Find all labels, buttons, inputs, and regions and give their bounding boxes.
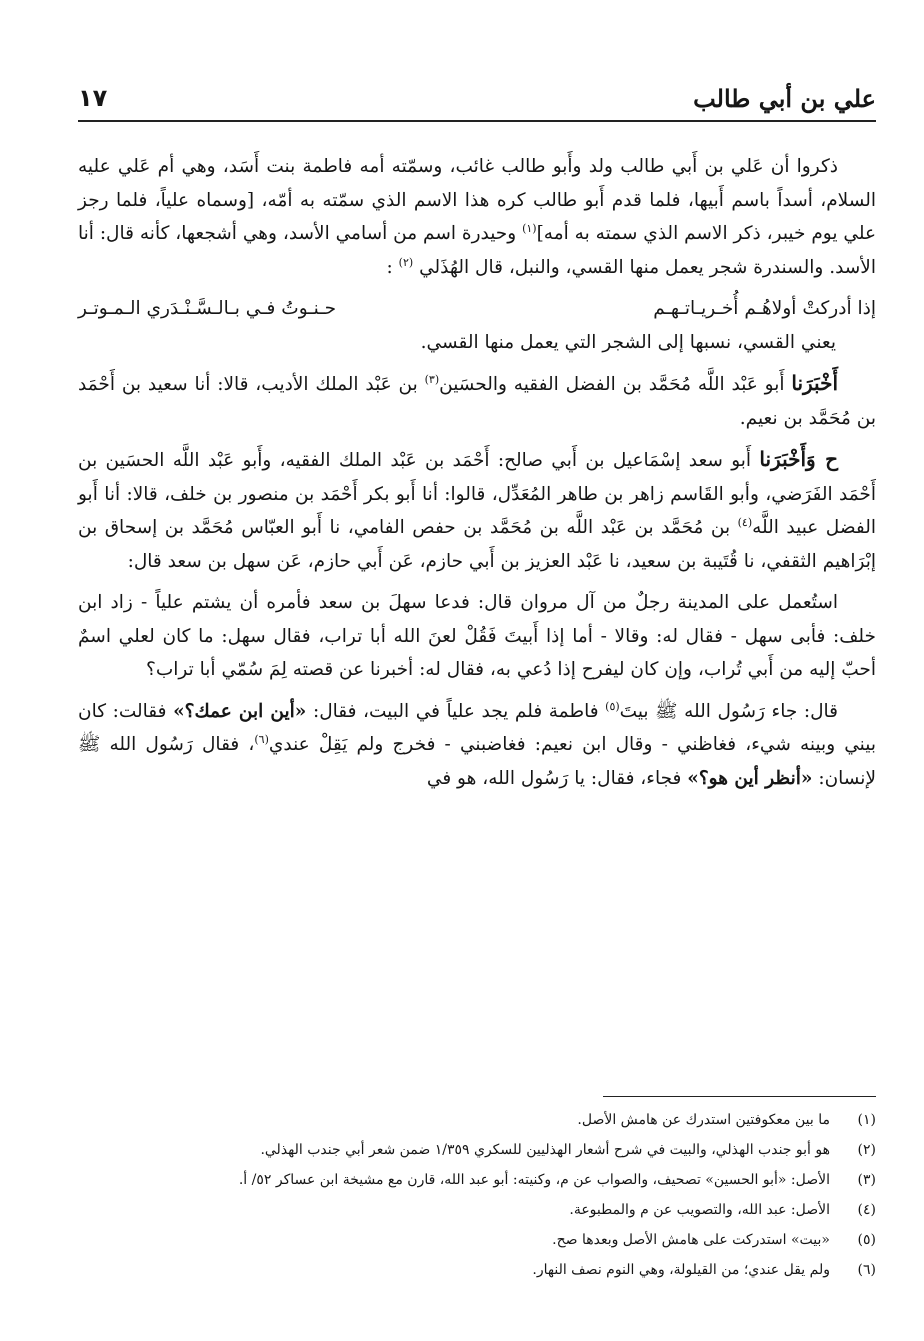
footnote-number: (٥) (857, 1232, 876, 1248)
poem-verse (78, 292, 876, 326)
footnote-ref[interactable]: (٦) (254, 732, 269, 746)
footnote-item (78, 1135, 876, 1165)
footnote-ref[interactable]: (٢) (398, 255, 414, 269)
footnote-item (78, 1255, 876, 1285)
verse-first-hemistich: إذا أدركتْ أولاهُـم أُخـريـاتـهـم (653, 298, 876, 319)
footnote-text: ما بين معكوفتين استدرك عن هامش الأصل. (577, 1112, 830, 1128)
quote-bold: «أنظر أين هو؟» (687, 767, 813, 789)
footnote-ref[interactable]: (١) (522, 221, 537, 235)
running-title: علي بن أبي طالب (693, 84, 876, 113)
footnote-text: «بيت» استدركت على هامش الأصل وبعدها صح. (552, 1232, 830, 1248)
footnote-text: هو أبو جندب الهذلي، والبيت في شرح أشعار الهذليين للسكري ١/٣٥٩ ضمن شعر أبي جندب الهذلي. (260, 1142, 830, 1158)
footnote-separator (603, 1096, 876, 1097)
footnote-ref[interactable]: (٥) (605, 699, 620, 713)
verse-explanation: يعني القسي، نسبها إلى الشجر التي يعمل منها القسي. (420, 331, 836, 353)
footnote-item (78, 1165, 876, 1195)
footnote-number: (١) (857, 1112, 876, 1128)
page-header (78, 84, 876, 120)
footnote-item (78, 1195, 876, 1225)
footnote-number: (٤) (857, 1202, 876, 1218)
footnotes (78, 1105, 876, 1285)
footnote-number: (٦) (857, 1262, 876, 1278)
page-number: ١٧ (78, 84, 108, 112)
footnote-text: الأصل: «أبو الحسين» تصحيف، والصواب عن م، وكنيته: أبو عبد الله، قارن مع مشيخة ابن عساكر ٥٢/ أ. (238, 1172, 830, 1188)
quote-bold: «أين ابن عمك؟» (173, 700, 307, 722)
isnad-lead: أَخْبَرَنا (791, 371, 838, 395)
paragraph-3: ح وَأَخْبَرَنا أَبو سعد إسْمَاعيل بن أَبي صالح: أَحْمَد بن عَبْد الملك الفقيه، وأَبو عَبْد اللَّه الحسَين بن أَحْمَد الفَرَضي، وأبو القَاسم زاهر بن طاهر المُعَدِّل، قالوا: أنا أَبو بكر أَحْمَد بن منصور بن خلف، قالا: أنا أَبو الفضل عبيد اللَّه$^{(٤)}$ بن مُحَمَّد بن عَبْد اللَّه بن مُحَمَّد بن حفص الفامي، نا أَبو العبّاس مُحَمَّد بن إسحاق بن إبْرَاهيم الثقفي، نا قُتَيبة بن سعيد، نا عَبْد العزيز بن أَبي حازم، عَن أَبي حازم، عَن سهل بن سعد قال: (78, 447, 876, 572)
footnote-number: (٣) (857, 1172, 876, 1188)
paragraph-2: أَخْبَرَنا أَبو عَبْد اللَّه مُحَمَّد بن الفضل الفقيه والحسَين$^{(٣)}$ بن عَبْد الملك الأديب، قالا: أنا سعيد بن أَحْمَد بن مُحَمَّد بن نعيم. (78, 371, 876, 429)
footnote-text: ولم يقل عندي؛ من القيلولة، وهي النوم نصف النهار. (532, 1262, 830, 1278)
verse-second-hemistich: حـنـوتُ فـي بـالـسَّـنْـدَري الـمـوتـر (78, 298, 337, 319)
paragraph-5: قال: جاء رَسُول الله ﷺ بيتَ$^{(٥)}$ فاطمة فلم يجد علياً في البيت، فقال: «أين ابن عمك؟» فقالت: كان بيني وبينه شيء، فغاظني - وقال ابن نعيم: فغاضبني - فخرج ولم يَقِلْ عندي$^{(٦)}$، فقال رَسُول الله ﷺ لإنسان: «أنظر أين هو؟» فجاء، فقال: يا رَسُول الله، هو في (78, 699, 876, 789)
paragraph-1: ذكروا أن عَلي بن أَبي طالب ولد وأَبو طالب غائب، وسمّته أمه فاطمة بنت أَسَد، وهي أم عَلي عليه السلام، أسداً باسم أَبيها، فلما قدم أَبو طالب كره هذا الاسم الذي سمّته به أمّه، [وسماه علياً، فلما رجز علي يوم خيبر، ذكر الاسم الذي سمته به أمه]$^{(١)}$ وحيدرة اسم من أسامي الأسد، وهي أشجعها، كأنه قال: أنا الأسد. والسندرة شجر يعمل منها القسي، والنبل، قال الهُذَلي $^{(٢)}$ : (78, 156, 876, 278)
paragraph-4: استُعمل على المدينة رجلٌ من آل مروان قال: فدعا سهلَ بن سعد فأمره أن يشتم علياً - زاد ابن خلف: فأبى سهل - فقال له: وقالا - أما إذا أَبيتَ فَقُلْ لعنَ الله أبا تراب، فقال سهل: ما كان لعلي اسمٌ أحبّ إليه من أَبي تُراب، وإن كان ليفرح إذا دُعي به، فقال له: أخبرنا عن قصته لِمَ سُمّي أبا تراب؟ (78, 592, 876, 680)
footnote-ref[interactable]: (٤) (737, 515, 753, 529)
header-rule (78, 120, 876, 122)
footnote-item (78, 1225, 876, 1255)
footnote-number: (٢) (857, 1142, 876, 1158)
footnote-ref[interactable]: (٣) (424, 372, 440, 386)
isnad-lead: ح وَأَخْبَرَنا (759, 447, 839, 471)
footnote-item (78, 1105, 876, 1135)
main-text (78, 150, 876, 803)
footnote-text: الأصل: عبد الله، والتصويب عن م والمطبوعة. (569, 1202, 830, 1218)
